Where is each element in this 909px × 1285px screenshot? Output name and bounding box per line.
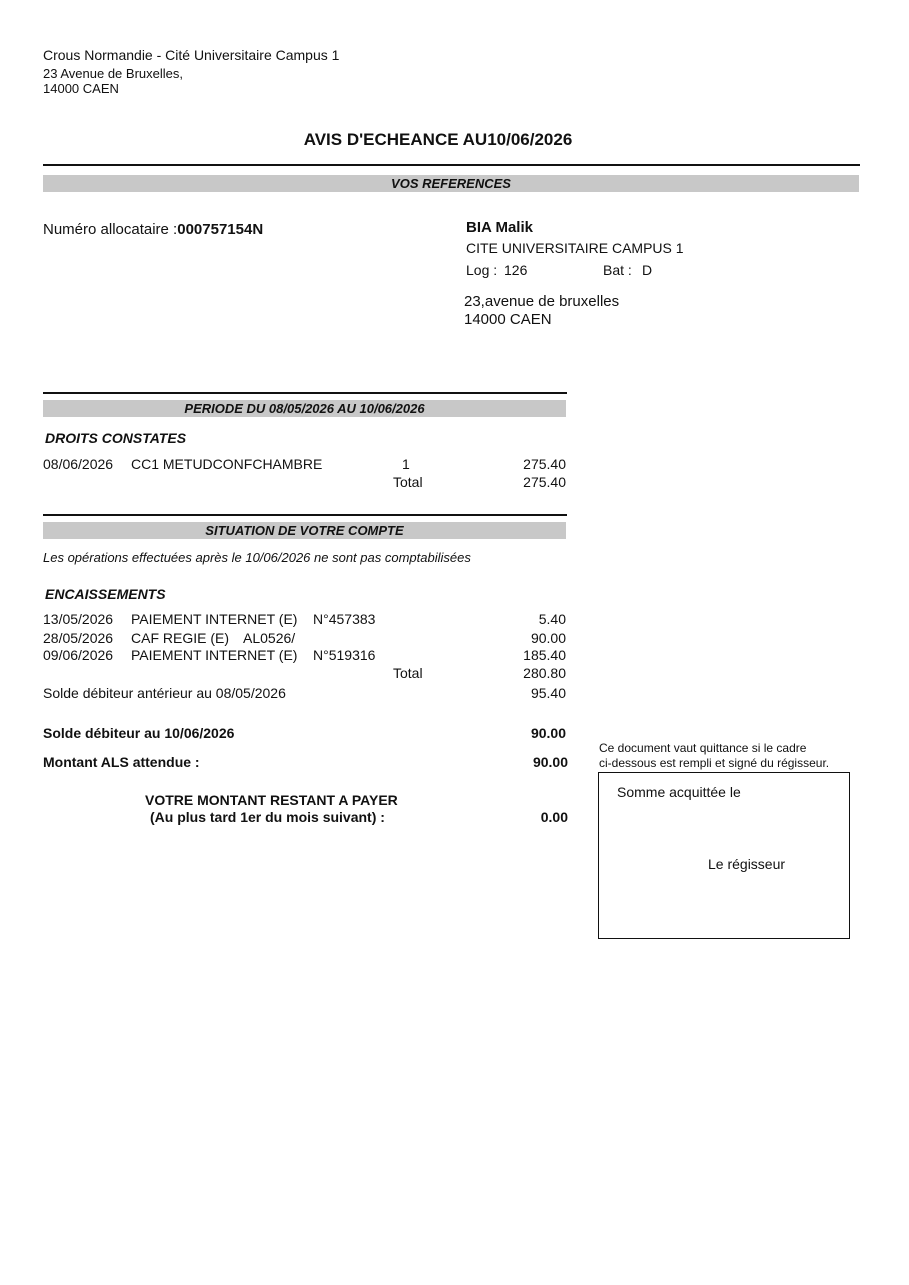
address-line1: 23,avenue de bruxelles bbox=[464, 293, 620, 310]
allocataire-field bbox=[43, 221, 263, 238]
title-rule bbox=[43, 164, 860, 166]
issuer-name: Crous Normandie - Cité Universitaire Campus 1 bbox=[43, 47, 340, 63]
droits-total-label: Total bbox=[393, 474, 423, 490]
solde-anterieur-label: Solde débiteur antérieur au 08/05/2026 bbox=[43, 685, 286, 701]
encaissement-ref: N°519316 bbox=[313, 647, 376, 663]
page-title: AVIS D'ECHEANCE AU10/06/2026 bbox=[303, 130, 573, 149]
solde-anterieur-amount: 95.40 bbox=[530, 685, 566, 701]
encaissement-amount: 5.40 bbox=[538, 611, 566, 627]
allocataire-number: 000757154N bbox=[177, 221, 264, 238]
droits-title: DROITS CONSTATES bbox=[45, 430, 187, 446]
bat-value: D bbox=[642, 262, 653, 278]
situation-note: Les opérations effectuées après le 10/06/2026 ne sont pas comptabilisées bbox=[43, 550, 471, 565]
situation-rule bbox=[43, 514, 567, 516]
bat-label: Bat : bbox=[603, 262, 632, 278]
encaissement-amount: 90.00 bbox=[530, 630, 566, 646]
situation-header: SITUATION DE VOTRE COMPTE bbox=[43, 522, 566, 539]
restant-line1: VOTRE MONTANT RESTANT A PAYER bbox=[145, 792, 398, 808]
encaissement-date: 09/06/2026 bbox=[43, 647, 114, 663]
encaissement-label: PAIEMENT INTERNET (E) bbox=[131, 647, 298, 663]
encaissement-ref: AL0526/ bbox=[243, 630, 296, 646]
allocataire-label: Numéro allocataire : bbox=[43, 221, 178, 238]
residence-name: CITE UNIVERSITAIRE CAMPUS 1 bbox=[466, 240, 684, 256]
droit-date: 08/06/2026 bbox=[43, 456, 114, 472]
regisseur-label: Le régisseur bbox=[708, 856, 786, 872]
period-rule bbox=[43, 392, 567, 394]
references-header: VOS REFERENCES bbox=[43, 175, 859, 192]
encaissement-amount: 185.40 bbox=[523, 647, 566, 663]
restant-amount: 0.00 bbox=[540, 809, 568, 825]
quittance-box bbox=[598, 772, 850, 939]
tenant-name: BIA Malik bbox=[466, 219, 533, 236]
encaissement-ref: N°457383 bbox=[313, 611, 376, 627]
period-header: PERIODE DU 08/05/2026 AU 10/06/2026 bbox=[43, 400, 566, 417]
droit-amount: 275.40 bbox=[523, 456, 566, 472]
encaissement-label: CAF REGIE (E) bbox=[131, 630, 230, 646]
restant-line2: (Au plus tard 1er du mois suivant) : bbox=[150, 809, 385, 825]
encaissements-total-amount: 280.80 bbox=[523, 665, 566, 681]
log-label: Log : bbox=[466, 262, 498, 278]
encaissement-label: PAIEMENT INTERNET (E) bbox=[131, 611, 298, 627]
solde-label: Solde débiteur au 10/06/2026 bbox=[43, 725, 235, 741]
issuer-street: 23 Avenue de Bruxelles, bbox=[43, 66, 183, 81]
encaissement-date: 13/05/2026 bbox=[43, 611, 114, 627]
droits-total-amount: 275.40 bbox=[523, 474, 566, 490]
address-line2: 14000 CAEN bbox=[464, 311, 552, 328]
encaissements-total-label: Total bbox=[393, 665, 423, 681]
solde-amount: 90.00 bbox=[530, 725, 566, 741]
somme-acquittee-label: Somme acquittée le bbox=[617, 784, 741, 800]
quittance-note-line2: ci-dessous est rempli et signé du régisseur. bbox=[599, 756, 830, 770]
log-value: 126 bbox=[504, 262, 528, 278]
encaissement-date: 28/05/2026 bbox=[43, 630, 114, 646]
droit-label: CC1 METUDCONFCHAMBRE bbox=[131, 456, 323, 472]
encaissements-title: ENCAISSEMENTS bbox=[45, 586, 166, 602]
droit-qty: 1 bbox=[402, 456, 410, 472]
als-amount: 90.00 bbox=[532, 754, 568, 770]
als-label: Montant ALS attendue : bbox=[43, 754, 200, 770]
issuer-city: 14000 CAEN bbox=[43, 81, 119, 96]
quittance-note-line1: Ce document vaut quittance si le cadre bbox=[599, 741, 807, 755]
